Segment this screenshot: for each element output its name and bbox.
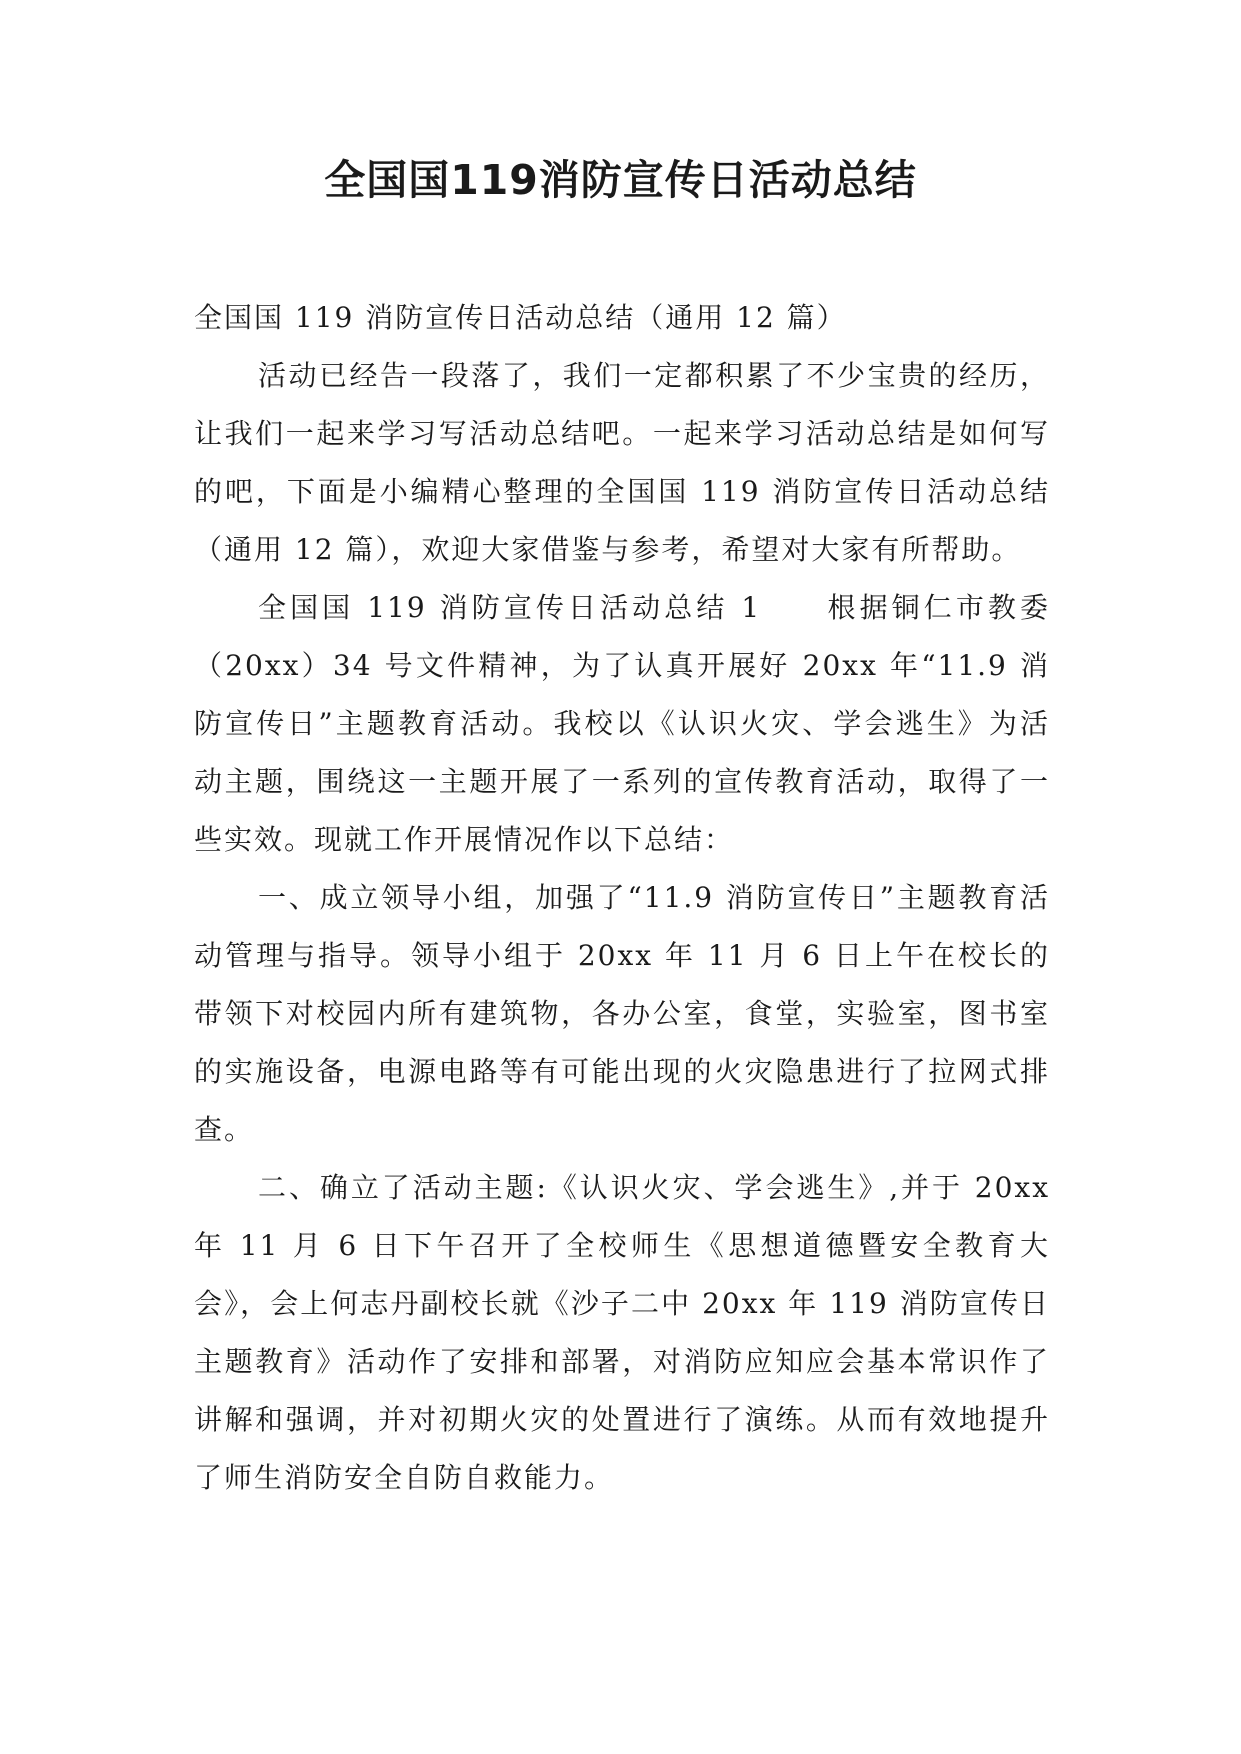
document-subtitle: 全国国 119 消防宣传日活动总结（通用 12 篇） [194,301,847,334]
paragraph-section-2: 二、确立了活动主题:《认识火灾、学会逃生》,并于 20xx 年 11 月 6 日下午召开了全校师生《思想道德暨安全教育大会》，会上何志丹副校长就《沙子二中 20xx 年 119 消防宣传日主题教育》活动作了安排和部署，对消防应知应会基本常识作了讲解和强调，并对初期火灾的处置进行了演练。从而有效地提升了师生消防安全自防自救能力。 [194,1171,1050,1494]
paragraph-summary-1: 全国国 119 消防宣传日活动总结 1 根据铜仁市教委（20xx）34 号文件精神，为了认真开展好 20xx 年“11.9 消防宣传日”主题教育活动。我校以《认识火灾、学会逃生》为活动主题，围绕这一主题开展了一系列的宣传教育活动，取得了一些实效。现就工作开展情况作以下总结： [194,591,1050,856]
paragraph-section-1: 一、成立领导小组，加强了“11.9 消防宣传日”主题教育活动管理与指导。领导小组于 20xx 年 11 月 6 日上午在校长的带领下对校园内所有建筑物，各办公室，食堂，实验室，图书室的实施设备，电源电路等有可能出现的火灾隐患进行了拉网式排查。 [194,881,1050,1146]
paragraph-intro: 活动已经告一段落了，我们一定都积累了不少宝贵的经历，让我们一起来学习写活动总结吧。一起来学习活动总结是如何写的吧，下面是小编精心整理的全国国 119 消防宣传日活动总结（通用 12 篇），欢迎大家借鉴与参考，希望对大家有所帮助。 [194,359,1050,566]
document-body [194,289,1050,1507]
document-title: 全国国119消防宣传日活动总结 [324,156,917,204]
